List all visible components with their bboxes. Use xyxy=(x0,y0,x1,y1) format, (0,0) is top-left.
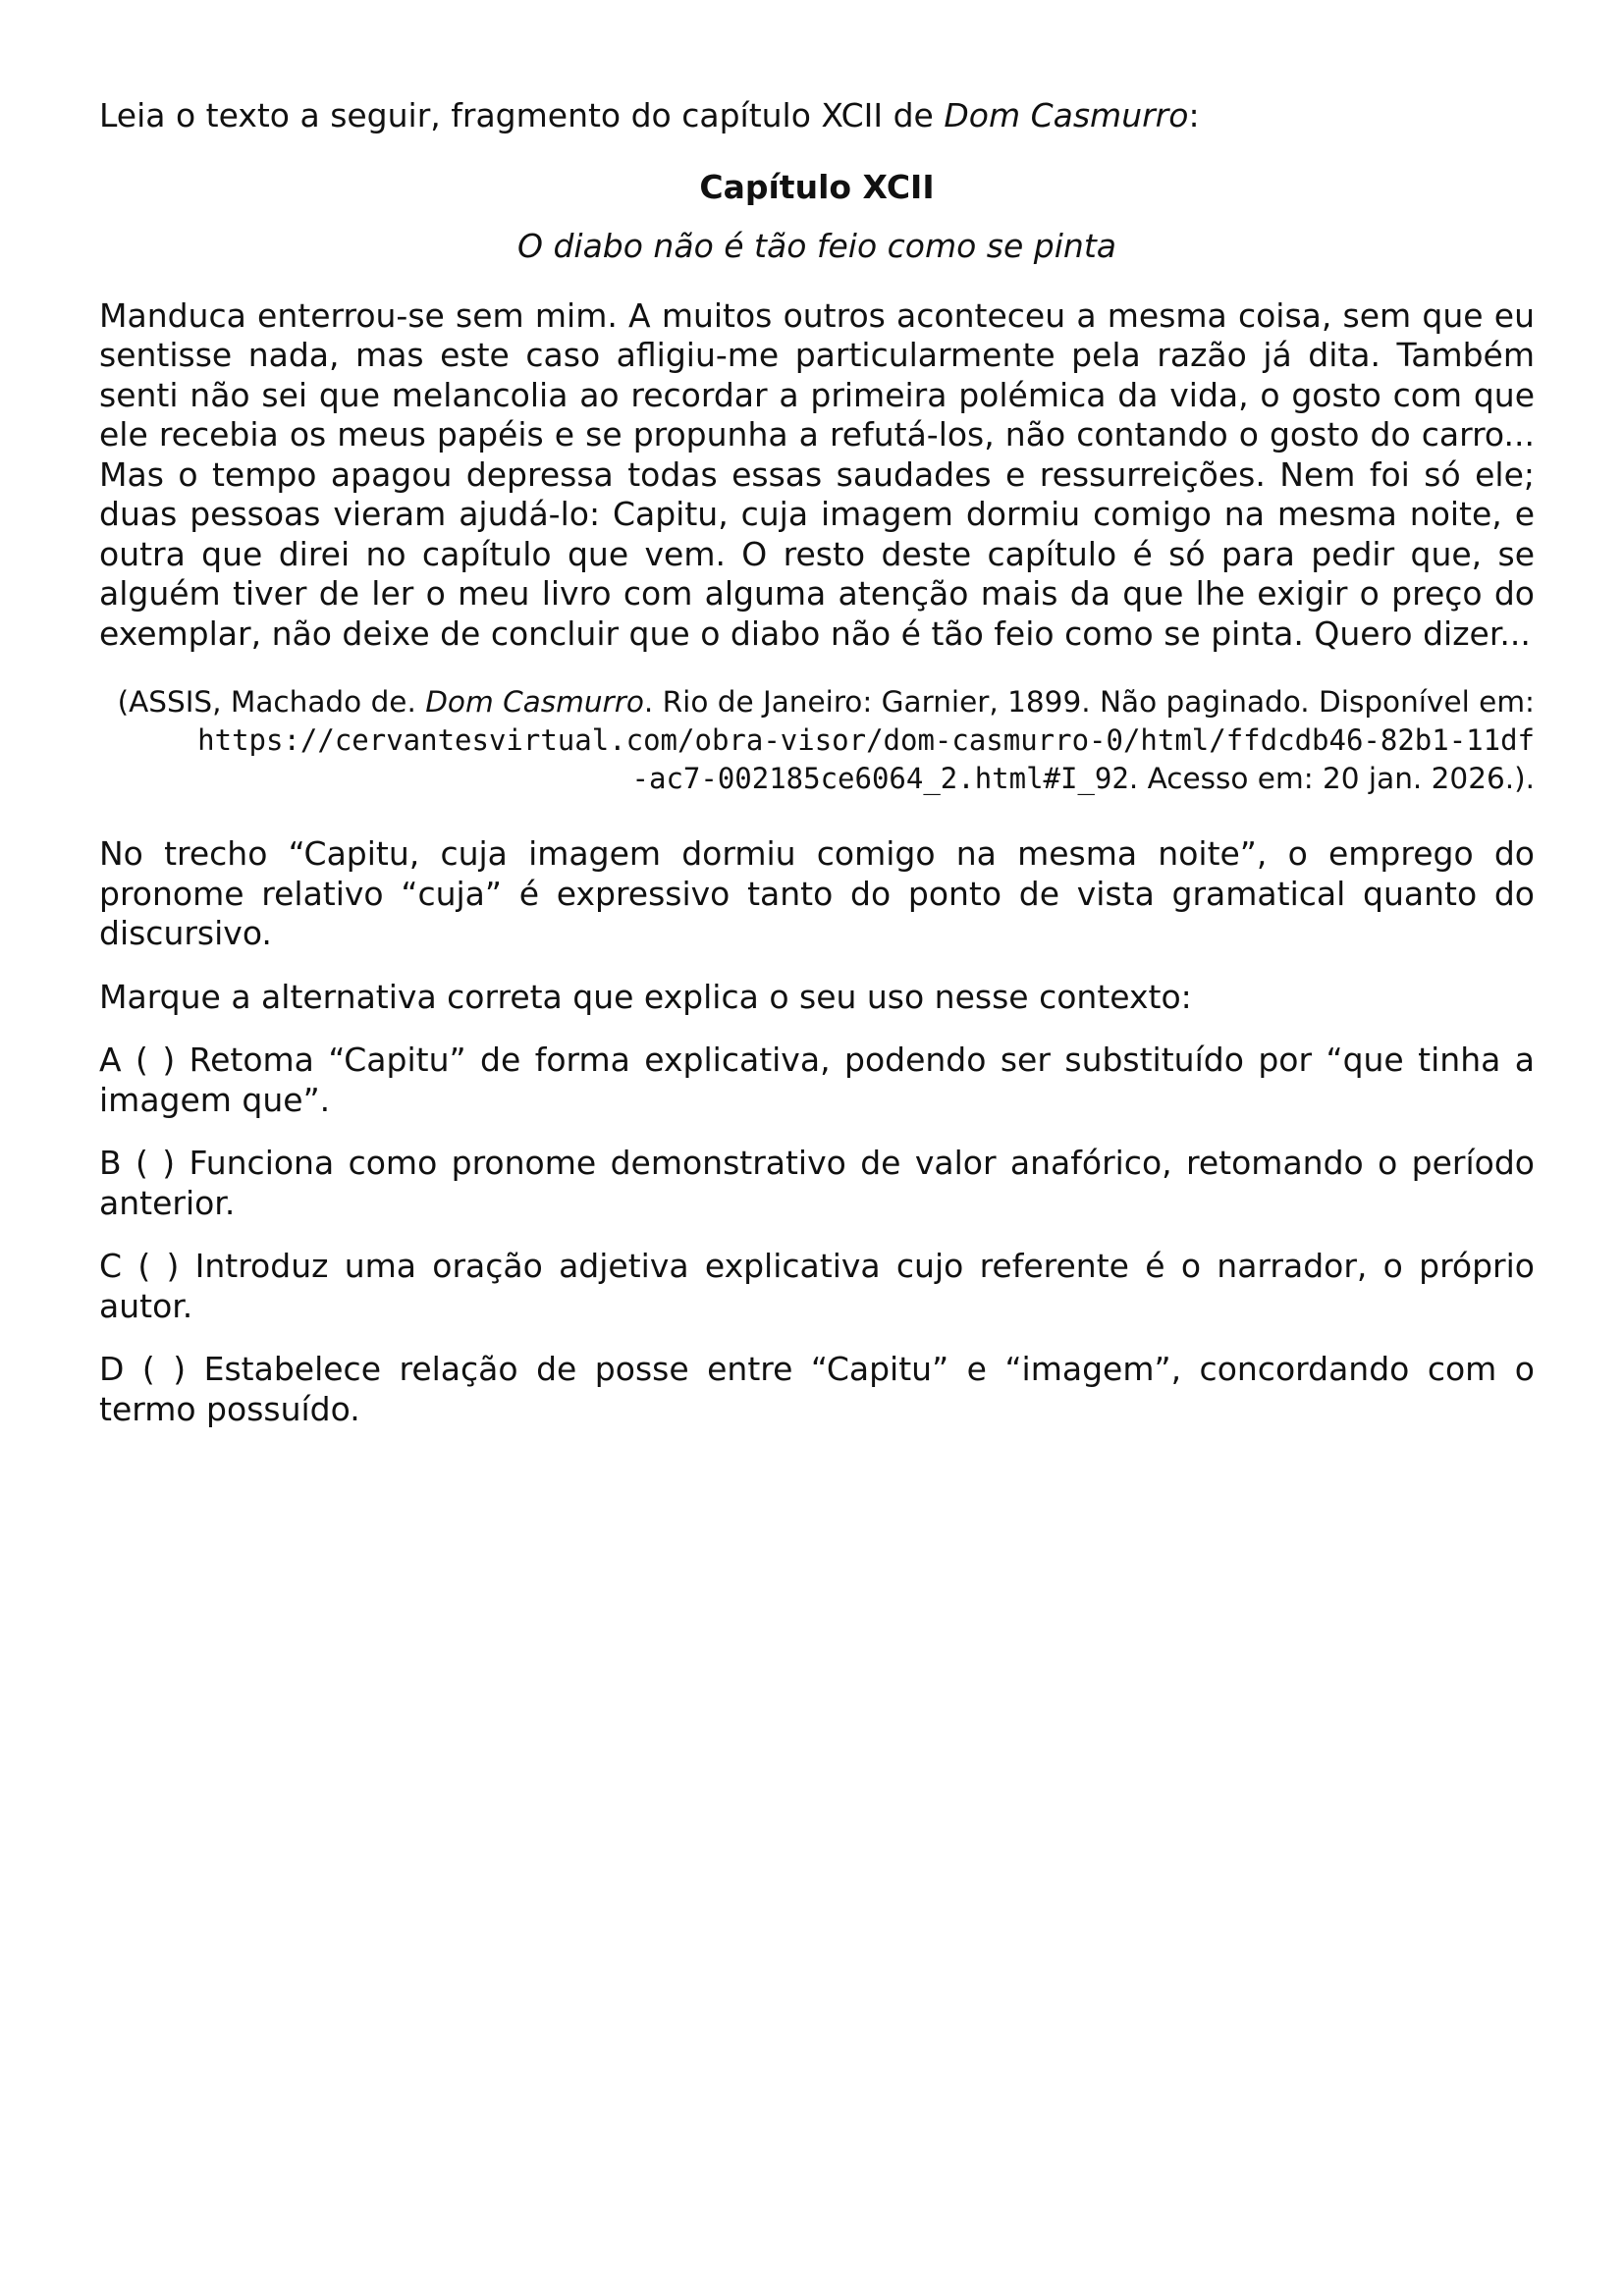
citation xyxy=(99,683,1535,798)
option-c: C ( ) Introduz uma oração adjetiva explicativa cujo referente é o narrador, o próprio autor. xyxy=(99,1247,1535,1325)
option-a: A ( ) Retoma “Capitu” de forma explicativa, podendo ser substituído por “que tinha a imagem que”. xyxy=(99,1041,1535,1119)
citation-middle: . Rio de Janeiro: Garnier, 1899. Não paginado. Disponível em: xyxy=(643,685,1535,719)
instruction-text: Marque a alternativa correta que explica o seu uso nesse contexto: xyxy=(99,977,1192,1016)
citation-url-line-2: -ac7-002185ce6064_2.html#I_92 xyxy=(631,762,1129,795)
intro-line xyxy=(99,96,1535,136)
option-b: B ( ) Funciona como pronome demonstrativo de valor anafórico, retomando o período anterior. xyxy=(99,1144,1535,1222)
citation-prefix: (ASSIS, Machado de. xyxy=(117,685,426,719)
chapter-subtitle: O diabo não é tão feio como se pinta xyxy=(517,227,1116,265)
intro-book-title: Dom Casmurro xyxy=(944,96,1189,134)
option-d: D ( ) Estabelece relação de posse entre “Capitu” e “imagem”, concordando com o termo possuído. xyxy=(99,1350,1535,1428)
citation-suffix: . Acesso em: 20 jan. 2026.). xyxy=(1128,762,1535,795)
citation-url-line-1: https://cervantesvirtual.com/obra-visor/dom-casmurro-0/html/ffdcdb46-82b1-11df xyxy=(197,723,1535,757)
citation-title: Dom Casmurro xyxy=(425,685,644,719)
question-text: No trecho “Capitu, cuja imagem dormiu comigo na mesma noite”, o emprego do pronome relativo “cuja” é expressivo tanto do ponto de vista gramatical quanto do discursivo. xyxy=(99,834,1535,952)
intro-suffix: : xyxy=(1188,96,1200,134)
intro-prefix: Leia o texto a seguir, fragmento do capítulo XCII de xyxy=(99,96,945,134)
document-page xyxy=(99,96,1535,1453)
chapter-title: Capítulo XCII xyxy=(699,167,935,206)
excerpt-paragraph: Manduca enterrou-se sem mim. A muitos outros aconteceu a mesma coisa, sem que eu sentisse nada, mas este caso afligiu-me particularmente pela razão já dita. Também senti não sei que melancolia ao recordar a primeira polémica da vida, o gosto com que ele recebia os meus papéis e se propunha a refutá-los, não contando o gosto do carro... Mas o tempo apagou depressa todas essas saudades e ressurreições. Nem foi só ele; duas pessoas vieram ajudá-lo: Capitu, cuja imagem dormiu comigo na mesma noite, e outra que direi no capítulo que vem. O resto deste capítulo é só para pedir que, se alguém tiver de ler o meu livro com alguma atenção mais da que lhe exigir o preço do exemplar, não deixe de concluir que o diabo não é tão feio como se pinta. Quero dizer... xyxy=(99,295,1535,653)
